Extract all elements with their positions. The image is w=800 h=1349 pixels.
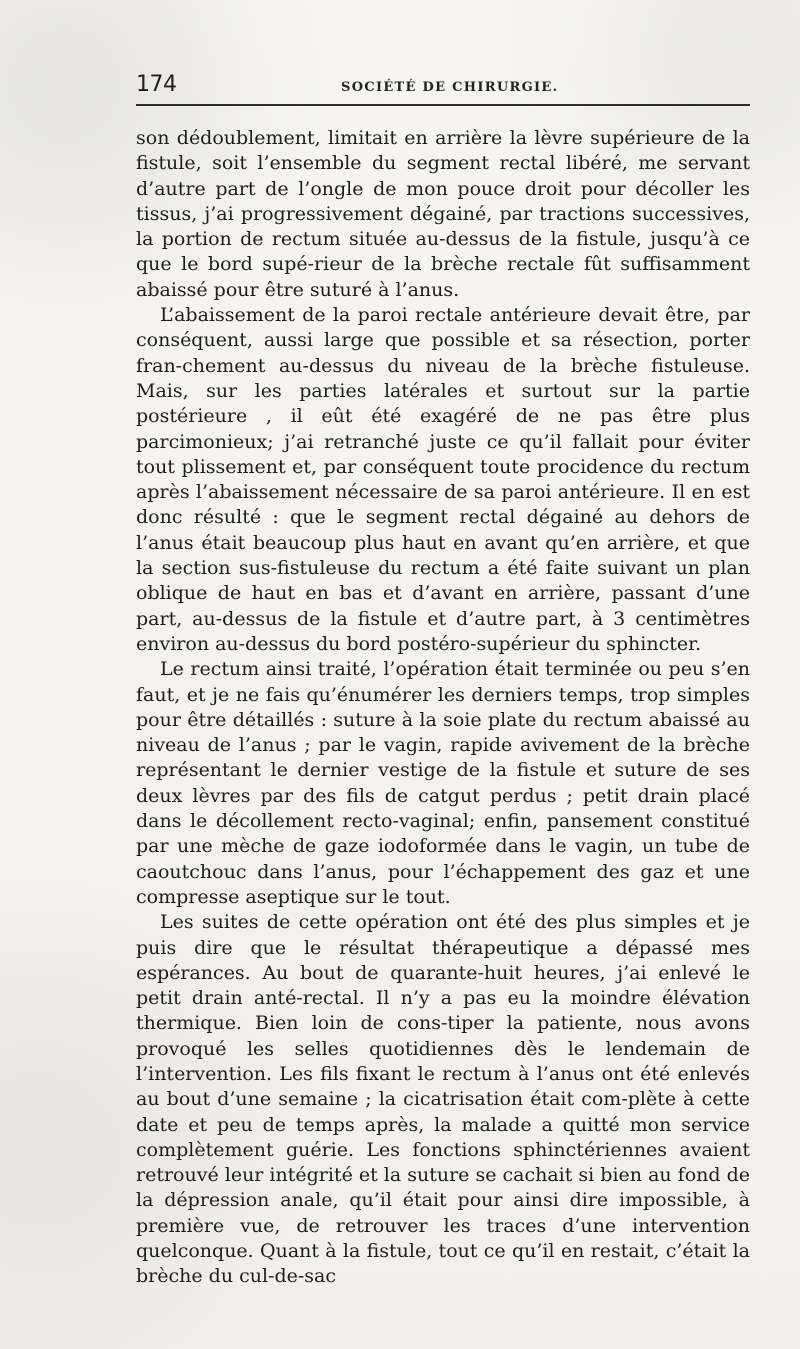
paragraph-4: Les suites de cette opération ont été des plus simples et je puis dire que le résultat thérapeutique a dépassé mes espérances. Au bout de quarante-huit heures, j’ai enlevé le petit drain anté-rectal. Il n’y a pas eu la moindre élévation thermique. Bien loin de cons-tiper la patiente, nous avons provoqué les selles quotidiennes dès le lendemain de l’intervention. Les fils fixant le rectum à l’anus ont été enlevés au bout d’une semaine ; la cicatrisation était com-plète à cette date et peu de temps après, la malade a quitté mon service complètement guérie. Les fonctions sphinctériennes avaient retrouvé leur intégrité et la suture se cachait si bien au fond de la dépression anale, qu’il était pour ainsi dire impossible, à première vue, de retrouver les traces d’une intervention quelconque. Quant à la fistule, tout ce qu’il en restait, c’était la brèche du cul-de-sac bbox=[136, 911, 750, 1288]
paragraph-1: son dédoublement, limitait en arrière la lèvre supérieure de la fistule, soit l’ensemble du segment rectal libéré, me servant d’autre part de l’ongle de mon pouce droit pour décoller les tissus, j’ai progressivement dégainé, par tractions successives, la portion de rectum située au-dessus de la fistule, jusqu’à ce que le bord supé-rieur de la brèche rectale fût suffisamment abaissé pour être suturé à l’anus. bbox=[136, 127, 750, 301]
header-rule bbox=[136, 104, 750, 106]
page-number: 174 bbox=[136, 72, 177, 97]
running-head: SOCIÉTÉ DE CHIRURGIE. bbox=[341, 80, 559, 95]
page-header bbox=[136, 72, 750, 102]
paragraph-3: Le rectum ainsi traité, l’opération était terminée ou peu s’en faut, et je ne fais qu’énumérer les derniers temps, trop simples pour être détaillés : suture à la soie plate du rectum abaissé au niveau de l’anus ; par le vagin, rapide avivement de la brèche représentant le dernier vestige de la fistule et suture de ses deux lèvres par des fils de catgut perdus ; petit drain placé dans le décollement recto-vaginal; enfin, pansement constitué par une mèche de gaze iodoformée dans le vagin, un tube de caoutchouc dans l’anus, pour l’échappement des gaz et une compresse aseptique sur le tout. bbox=[136, 658, 750, 908]
paragraph-2: L’abaissement de la paroi rectale antérieure devait être, par conséquent, aussi large que possible et sa résection, porter fran-chement au-dessus du niveau de la brèche fistuleuse. Mais, sur les parties latérales et surtout sur la partie postérieure , il eût été exagéré de ne pas être plus parcimonieux; j’ai retranché juste ce qu’il fallait pour éviter tout plissement et, par conséquent toute procidence du rectum après l’abaissement nécessaire de sa paroi antérieure. Il en est donc résulté : que le segment rectal dégainé au dehors de l’anus était beaucoup plus haut en avant qu’en arrière, et que la section sus-fistuleuse du rectum a été faite suivant un plan oblique de haut en bas et d’avant en arrière, passant d’une part, au-dessus de la fistule et d’autre part, à 3 centimètres environ au-dessus du bord postéro-supérieur du sphincter. bbox=[136, 304, 750, 655]
document-body bbox=[136, 126, 750, 1290]
